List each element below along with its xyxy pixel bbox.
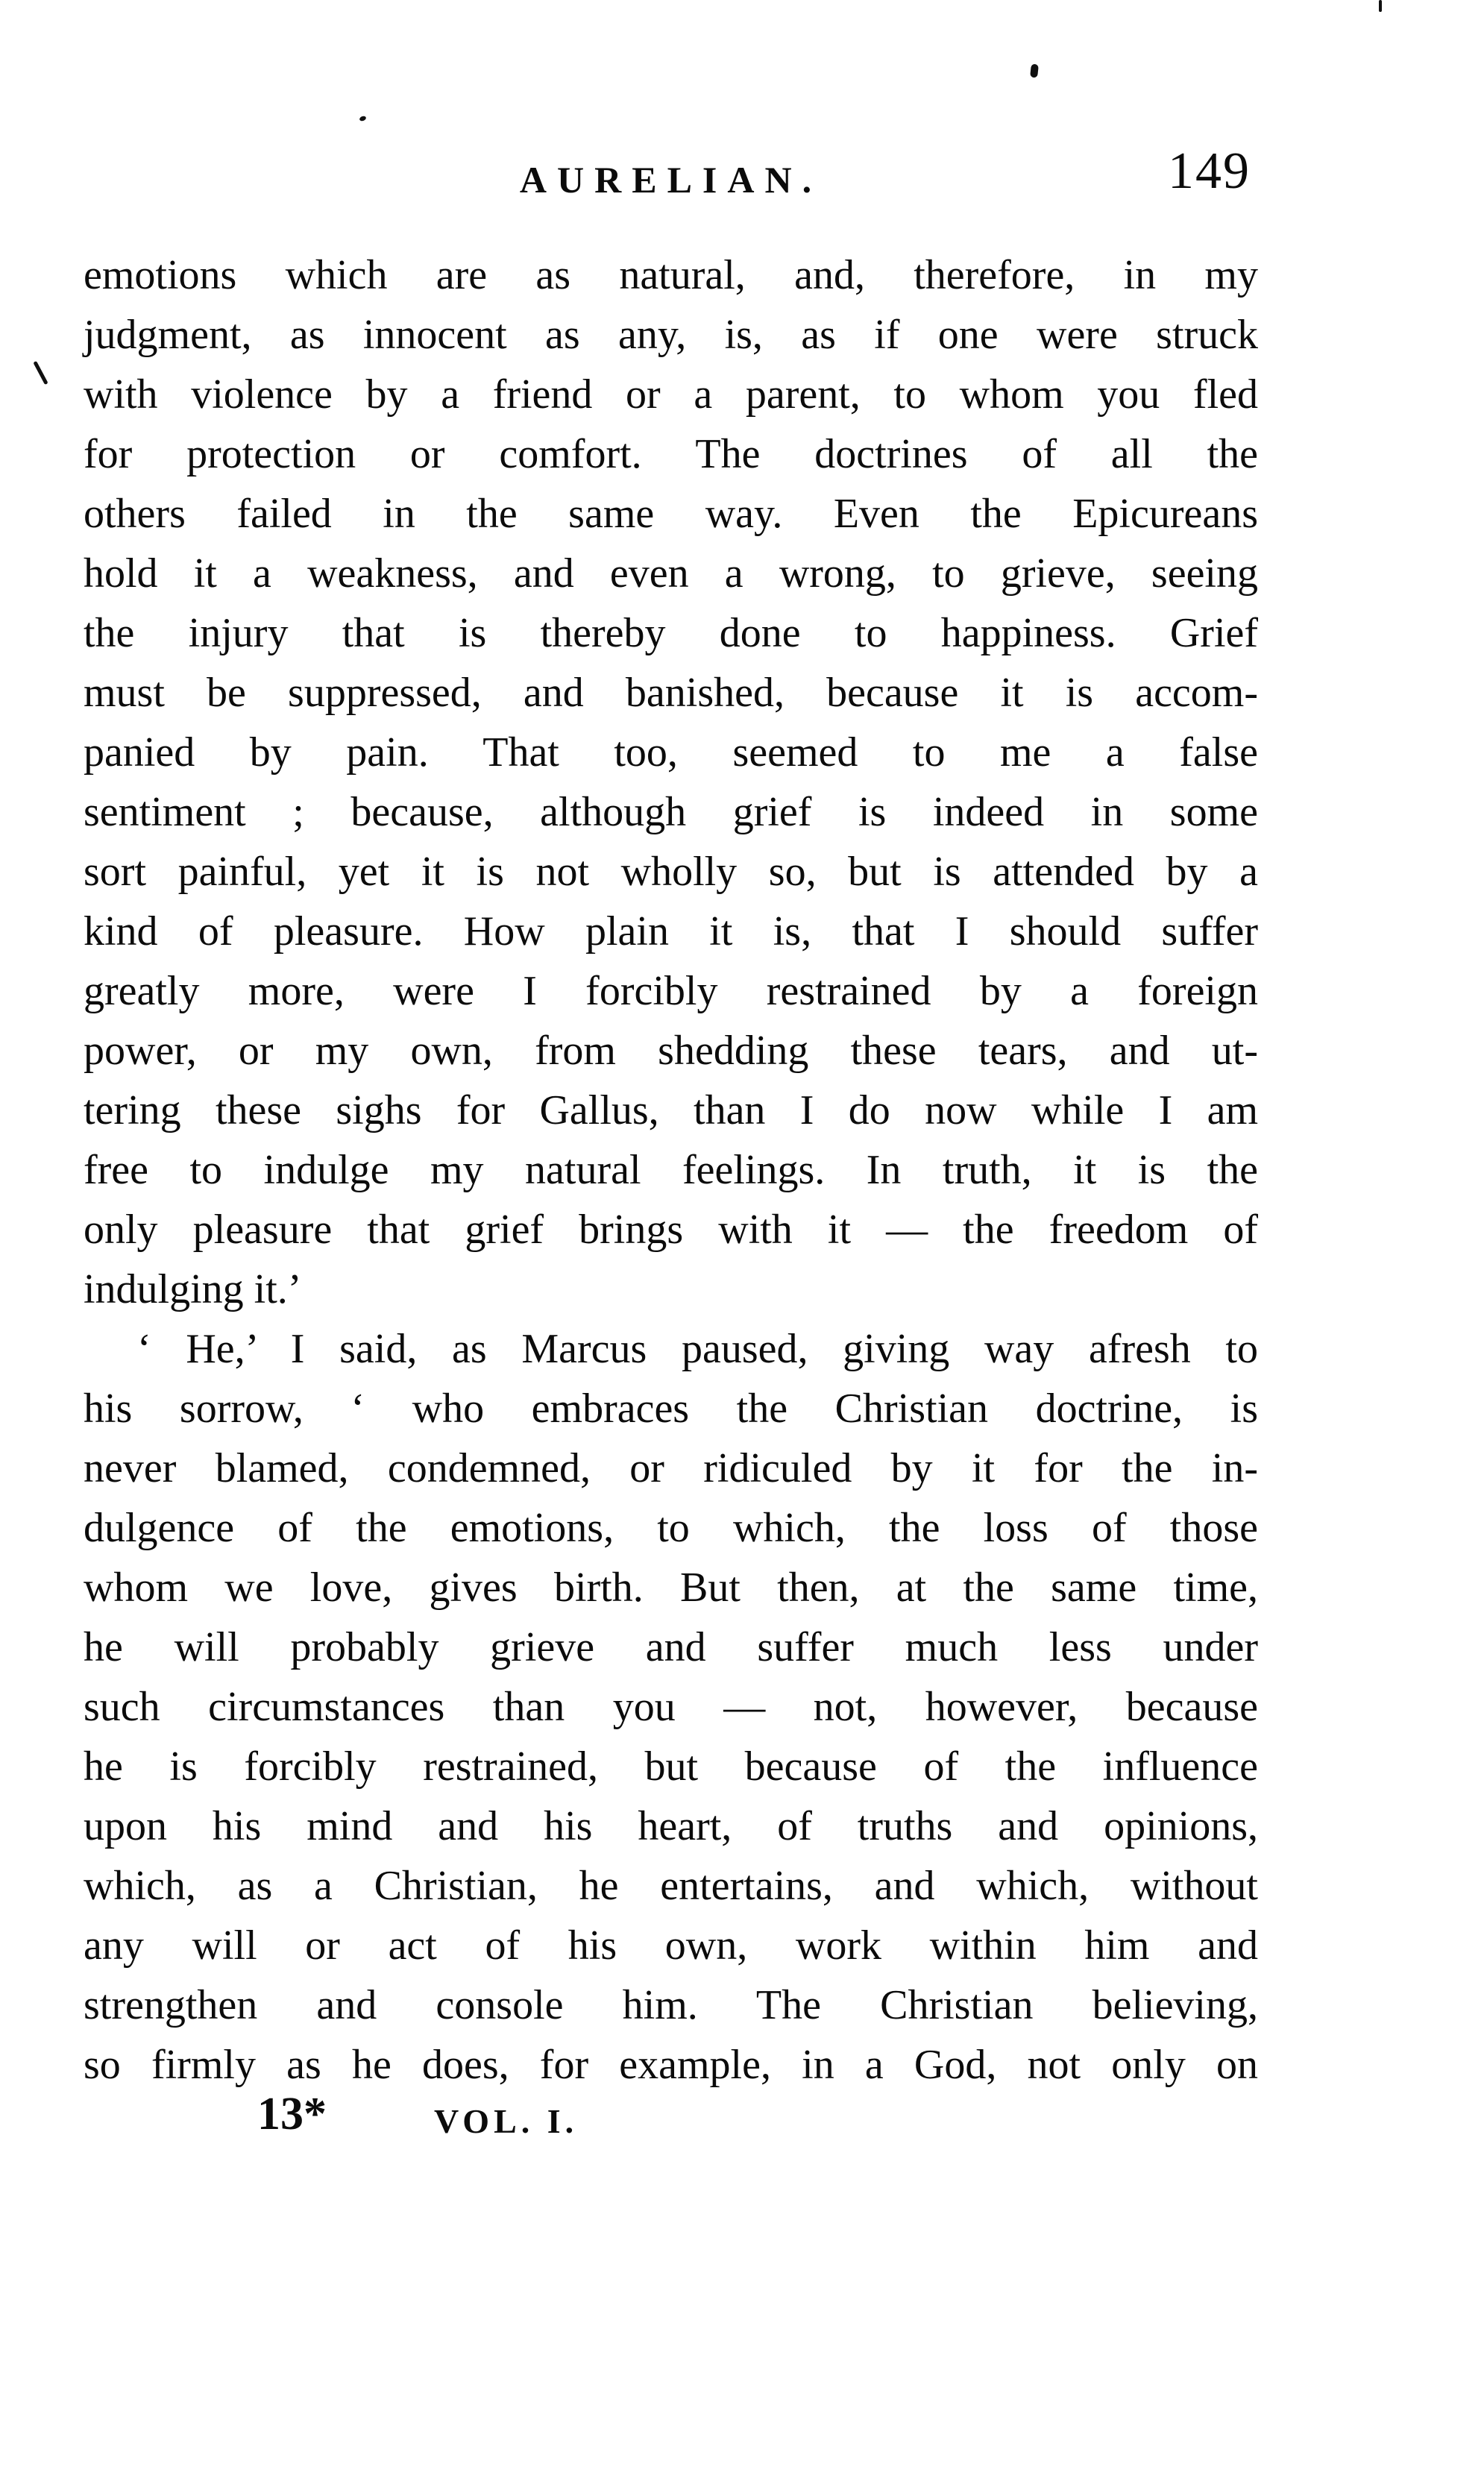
text-line: such circumstances than you — not, however, because [84,1684,1258,1730]
text-line: any will or act of his own, work within him and [84,1922,1258,1969]
text-line: tering these sighs for Gallus, than I do now while I am [84,1087,1258,1133]
paragraph [84,1320,1258,2095]
text-line: with violence by a friend or a parent, to whom you fled [84,371,1258,418]
text-line: greatly more, were I forcibly restrained by a foreign [84,968,1258,1014]
text-line: he is forcibly restrained, but because of the influence [84,1743,1258,1790]
text-line: judgment, as innocent as any, is, as if one were struck [84,312,1258,358]
text-line: for protection or comfort. The doctrines of all the [84,431,1258,477]
text-line: kind of pleasure. How plain it is, that I should suffer [84,908,1258,955]
pen-stroke-mark [33,361,48,385]
text-line: others failed in the same way. Even the Epicureans [84,491,1258,537]
text-line: must be suppressed, and banished, because it is accom- [84,670,1258,716]
text-line: emotions which are as natural, and, therefore, in my [84,252,1258,298]
text-line: whom we love, gives birth. But then, at the same time, [84,1564,1258,1611]
text-line: upon his mind and his heart, of truths and opinions, [84,1803,1258,1849]
text-line: ‘ He,’ I said, as Marcus paused, giving way afresh to [137,1326,1258,1372]
text-line: never blamed, condemned, or ridiculed by it for the in- [84,1445,1258,1491]
text-line: power, or my own, from shedding these tears, and ut- [84,1028,1258,1074]
text-line: the injury that is thereby done to happiness. Grief [84,610,1258,656]
text-line: panied by pain. That too, seemed to me a false [84,729,1258,776]
text-line: dulgence of the emotions, to which, the loss of those [84,1505,1258,1551]
text-block [84,246,1258,2095]
volume-label: VOL. I. [434,2102,579,2140]
text-line: strengthen and console him. The Christian believing, [84,1982,1258,2028]
ink-speck [1379,0,1382,12]
text-line: which, as a Christian, he entertains, and which, without [84,1863,1258,1909]
text-line: free to indulge my natural feelings. In truth, it is the [84,1147,1258,1193]
signature-mark: 13* [257,2089,327,2139]
paragraph [84,246,1258,1320]
text-line: so firmly as he does, for example, in a God, not only on [84,2042,1258,2088]
text-line: he will probably grieve and suffer much less under [84,1624,1258,1670]
ink-speck [359,116,367,122]
text-line: his sorrow, ‘ who embraces the Christian doctrine, is [84,1386,1258,1432]
text-line: only pleasure that grief brings with it — the freedom of [84,1207,1258,1253]
ink-speck [1030,64,1039,78]
text-line: sentiment ; because, although grief is indeed in some [84,789,1258,835]
page-number: 149 [1168,142,1251,200]
text-line: hold it a weakness, and even a wrong, to grieve, seeing [84,550,1258,597]
text-line: sort painful, yet it is not wholly so, but is attended by a [84,849,1258,895]
running-header-title: AURELIAN. [519,159,823,201]
text-line: indulging it.’ [84,1266,302,1312]
